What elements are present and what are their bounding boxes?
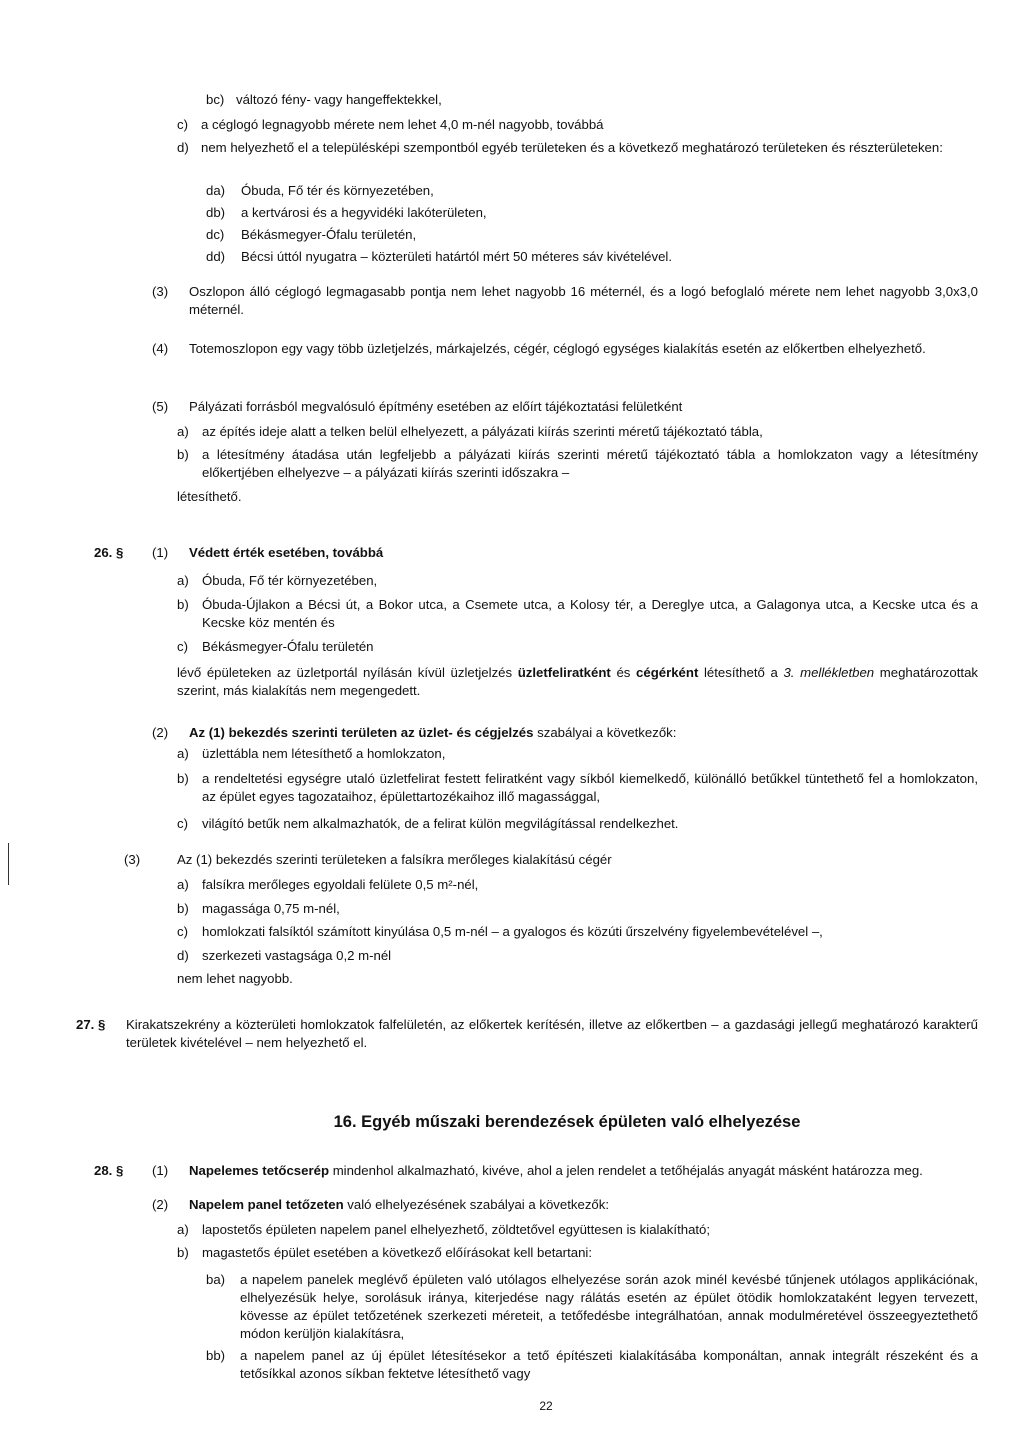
item-label: dc) <box>206 227 225 242</box>
item-label: a) <box>177 746 189 761</box>
tail-bold-text: üzletfeliratként <box>517 665 611 680</box>
item-text: magassága 0,75 m-nél, <box>202 901 340 916</box>
item-label: b) <box>177 771 189 786</box>
item-label: c) <box>177 639 188 654</box>
paragraph-text: Védett érték esetében, továbbá <box>189 545 384 560</box>
item-label: ba) <box>206 1272 226 1287</box>
paragraph-rest-text: mindenhol alkalmazható, kivéve, ahol a jelen rendelet a tetőhéjalás anyagát másként határozza meg. <box>332 1163 923 1178</box>
paragraph-rest-text: szabályai a következők: <box>537 725 677 740</box>
item-text: Békásmegyer-Ófalu területén <box>202 639 374 654</box>
page-number: 22 <box>539 1399 553 1413</box>
section-number: 26. § <box>94 545 124 560</box>
item-label: a) <box>177 877 189 892</box>
item-text: a céglogó legnagyobb mérete nem lehet 4,0 m-nél nagyobb, továbbá <box>201 117 604 132</box>
item-label: b) <box>177 447 189 462</box>
paragraph-rest-text: való elhelyezésének szabályai a következők: <box>347 1197 609 1212</box>
paragraph-tail: nem lehet nagyobb. <box>177 971 293 986</box>
item-label: d) <box>177 948 189 963</box>
item-label: b) <box>177 597 189 612</box>
tail-text: létesíthető a <box>703 665 778 680</box>
paragraph-4 <box>152 340 978 378</box>
paragraph-bold-text: Napelemes tetőcserép <box>189 1163 330 1178</box>
item-text: Óbuda, Fő tér és környezetében, <box>241 183 434 198</box>
item-label: bb) <box>206 1348 226 1363</box>
annex-reference: 3. mellékletben <box>783 665 875 680</box>
list-item-b <box>177 596 978 634</box>
item-label: da) <box>206 183 226 198</box>
list-item-2b <box>177 770 978 808</box>
tail-text: lévő épületeken az üzletportál nyílásán kívül üzletjelzés <box>177 665 513 680</box>
paragraph-number: (3) <box>124 852 141 867</box>
paragraph-number: (5) <box>152 399 169 414</box>
item-label: b) <box>177 1245 189 1260</box>
paragraph-number: (1) <box>152 1163 169 1178</box>
paragraph-number: (1) <box>152 545 169 560</box>
item-label: a) <box>177 573 189 588</box>
item-text: a rendeltetési egységre utaló üzletfelirat festett feliratként vagy síkból kiemelkedő, különálló betűkkel tüntethető fel a homlokzaton, az épület egyes tagozataihoz, épülettartozékaihoz illő magassággal, <box>202 771 978 804</box>
item-label: c) <box>177 924 188 939</box>
item-text: a napelem panel az új épület létesítésekor a tető építészeti kialakításába komponáltan, annak integrált részeként és a tetősíkkal azonos síkban fektetve létesíthető vagy <box>240 1348 978 1381</box>
section-number: 27. § <box>76 1017 106 1032</box>
paragraph-bold-text: Az (1) bekezdés szerinti területen az üzlet- és cégjelzés <box>189 725 534 740</box>
section-number: 28. § <box>94 1163 124 1178</box>
section-text: Kirakatszekrény a közterületi homlokzatok falfelületén, az előkertek kerítésén, illetve az előkertben – a gazdasági jellegű meghatározó karakterű területek kivételével – nem helyezhető el. <box>126 1017 978 1050</box>
item-label: a) <box>177 424 189 439</box>
paragraph-number: (3) <box>152 284 169 299</box>
list-item-5b <box>177 446 978 484</box>
item-text: a napelem panelek meglévő épületen való utólagos elhelyezése során azok minél kevésbé tűnjenek utólagos applikációnak, elhelyezésük helye, sorolásuk iránya, kiterjedése nagy rálátás esetén az épület ötödik homlokzataként legyen tervezett, kövesse az épület tetőzetének szerkezeti méreteit, a tetőfedésbe integrálhatóan, annak modulméretével összeegyeztethető módon kerüljön kialakításra, <box>240 1272 978 1341</box>
tail-bold-text: cégérként <box>636 665 699 680</box>
list-item-bb <box>206 1347 978 1385</box>
paragraph-number: (2) <box>152 725 169 740</box>
item-label: c) <box>177 117 188 132</box>
paragraph-text <box>189 1162 978 1180</box>
item-text: változó fény- vagy hangeffektekkel, <box>236 92 442 107</box>
item-label: bc) <box>206 92 225 107</box>
item-text: üzlettábla nem létesíthető a homlokzaton, <box>202 746 446 761</box>
item-text: nem helyezhető el a településképi szempontból egyéb területeken és a következő meghatározó területeken és részterületeken: <box>201 140 943 155</box>
paragraph-text <box>189 1196 978 1214</box>
paragraph-text: Totemoszlopon egy vagy több üzletjelzés, márkajelzés, cégér, céglogó egységes kialakítás esetén az előkertben elhelyezhető. <box>189 341 926 356</box>
tail-text: meghatározottak szerint, más kialakítás nem megengedett. <box>177 665 978 698</box>
paragraph-3 <box>152 283 978 321</box>
paragraph-bold-text: Napelem panel tetőzeten <box>189 1197 344 1212</box>
item-label: a) <box>177 1222 189 1237</box>
item-label: d) <box>177 140 189 155</box>
list-item-ba <box>206 1271 978 1343</box>
paragraph-tail <box>177 664 978 702</box>
paragraph-text: Az (1) bekezdés szerinti területeken a falsíkra merőleges kialakítású cégér <box>177 852 612 867</box>
paragraph-text: Pályázati forrásból megvalósuló építmény esetében az előírt tájékoztatási felületként <box>189 399 683 414</box>
item-text: az építés ideje alatt a telken belül elhelyezett, a pályázati kiírás szerinti méretű tájékoztató tábla, <box>202 424 763 439</box>
list-item-d <box>177 139 974 177</box>
item-text: magastetős épület esetében a következő előírásokat kell betartani: <box>202 1245 593 1260</box>
paragraph-tail: létesíthető. <box>177 489 242 504</box>
item-text: világító betűk nem alkalmazhatók, de a felirat külön megvilágítással rendelkezhet. <box>202 816 679 831</box>
item-label: b) <box>177 901 189 916</box>
item-text: a kertvárosi és a hegyvidéki lakóterületen, <box>241 205 487 220</box>
item-text: falsíkra merőleges egyoldali felülete 0,5 m²-nél, <box>202 877 479 892</box>
item-text: Bécsi úttól nyugatra – közterületi határtól mért 50 méteres sáv kivételével. <box>241 249 672 264</box>
paragraph-number: (2) <box>152 1197 169 1212</box>
paragraph-text: Oszlopon álló céglogó legmagasabb pontja nem lehet nagyobb 16 méternél, és a logó befoglaló mérete nem lehet nagyobb 3,0x3,0 méternél. <box>189 284 978 317</box>
chapter-heading: 16. Egyéb műszaki berendezések épületen való elhelyezése <box>333 1113 801 1131</box>
item-label: db) <box>206 205 226 220</box>
margin-rule <box>8 843 9 885</box>
item-label: dd) <box>206 249 226 264</box>
item-label: c) <box>177 816 188 831</box>
item-text: lapostetős épületen napelem panel elhelyezhető, zöldtetővel együttesen is kialakítható; <box>202 1222 711 1237</box>
paragraph-number: (4) <box>152 341 169 356</box>
item-text: Békásmegyer-Ófalu területén, <box>241 227 417 242</box>
item-text: a létesítmény átadása után legfeljebb a pályázati kiírás szerinti méretű tájékoztató tábla a homlokzaton vagy a létesítmény előkertjében elhelyezve – a pályázati kiírás szerinti időszakra – <box>202 447 978 480</box>
tail-text: és <box>616 665 631 680</box>
paragraph-text <box>189 724 978 742</box>
item-text: Óbuda, Fő tér környezetében, <box>202 573 378 588</box>
item-text: szerkezeti vastagsága 0,2 m-nél <box>202 948 392 963</box>
item-text: homlokzati falsíktól számított kinyúlása 0,5 m-nél – a gyalogos és közúti űrszelvény figyelembevételével –, <box>202 924 823 939</box>
item-text: Óbuda-Újlakon a Bécsi út, a Bokor utca, a Csemete utca, a Kolosy tér, a Dereglye utca, a Galagonya utca, a Kecske utca és a Kecske köz mentén és <box>202 597 978 630</box>
